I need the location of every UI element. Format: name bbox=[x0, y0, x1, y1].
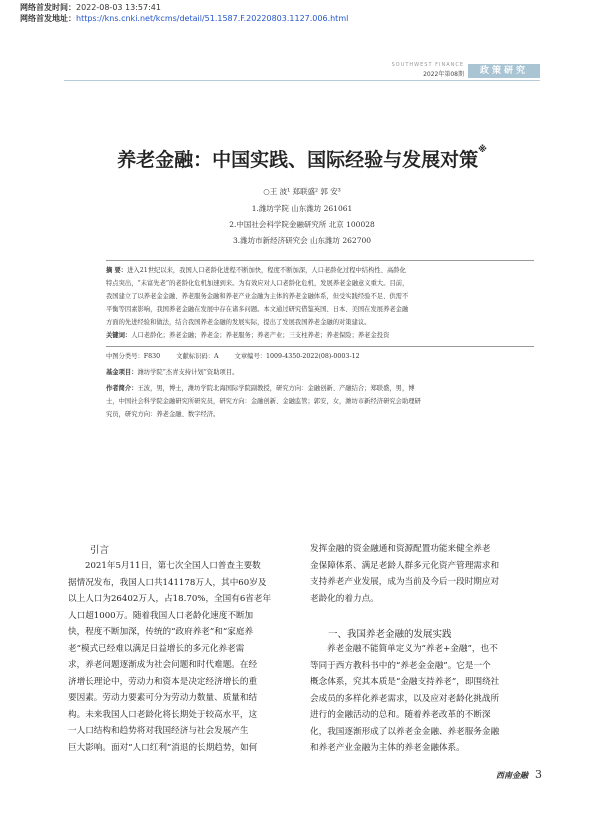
body-line: 老龄化的着力点。 bbox=[310, 593, 379, 604]
doc-code-label: 文献标识码： bbox=[176, 353, 214, 360]
body-line: 构。未来我国人口老龄化将长期处于较高水平，这 bbox=[68, 709, 258, 720]
fund-label: 基金项目： bbox=[106, 369, 138, 376]
classification bbox=[106, 350, 534, 363]
article-no-label: 文章编号： bbox=[234, 353, 267, 360]
keywords-text: 人口老龄化；养老金融；养老金；养老服务；养老产业；三支柱养老；养老保险；养老金投资 bbox=[131, 332, 390, 339]
body-line: 2021年5月11日，第七次全国人口普查主要数 bbox=[85, 561, 261, 571]
body-line: 人口超1000万。随着我国人口老龄化速度不断加 bbox=[68, 610, 254, 621]
abstract-text-2: 特点突出，“未富先老”的老龄化危机加速到来。为有效应对人口老龄化危机，发展养老金融意义重大。目前， bbox=[106, 280, 409, 287]
keywords-label: 关键词： bbox=[106, 332, 132, 339]
body-line: 和养老产业金融为主体的养老金融体系。 bbox=[310, 743, 465, 753]
bio-text-1: 王波，男，博士，潍坊学院北海国际学院副教授，研究方向：金融创新、产融结合；郑联盛，男，博 bbox=[137, 385, 415, 392]
abstract bbox=[106, 264, 534, 342]
abstract-text-3: 我国建立了以养老金金融、养老服务金融和养老产业金融为主体的养老金融体系，但受实践经验不足、供需不 bbox=[106, 293, 409, 300]
affiliation-3: 3.潍坊市新经济研究会 山东潍坊 262700 bbox=[232, 236, 372, 245]
journal-issue: 2022年第08期 bbox=[423, 71, 464, 78]
body-line: 支持养老产业发展，成为当前及今后一段时期应对 bbox=[310, 577, 500, 587]
right-column-bottom bbox=[310, 641, 540, 757]
body-line: 等同于西方教科书中的“养老金金融”。它是一个 bbox=[310, 660, 491, 671]
body-line: 巨大影响。面对“人口红利”消退的长期趋势，如何 bbox=[68, 742, 258, 753]
body-line: 会成员的多样化养老需求，以及应对老龄化挑战所 bbox=[310, 693, 500, 704]
footer-journal: 西南金融 bbox=[496, 770, 528, 780]
abstract-text-5: 方面的先进经验和做法，结合我国养老金融的发展实际，提出了发展我国养老金融的对策建议。 bbox=[106, 319, 371, 326]
first-pub-url-link[interactable]: https://kns.cnki.net/kcms/detail/51.1587.F.20220803.1127.006.html bbox=[76, 14, 349, 23]
body-line: 求，养老问题逐渐成为社会问题和时代难题。在经 bbox=[68, 660, 258, 670]
body-line: 金保障体系、满足老龄人群多元化资产管理需求和 bbox=[310, 560, 500, 571]
journal-banner bbox=[392, 62, 464, 78]
bio-text-2: 士，中国社会科学院金融研究所研究员，研究方向：金融创新、金融监管；郭安，女，潍坊市新经济研究会助理研 bbox=[106, 398, 421, 405]
intro-heading: 引言 bbox=[90, 545, 110, 556]
journal-name-en: SOUTHWEST FINANCE bbox=[391, 62, 464, 68]
left-column bbox=[68, 558, 304, 756]
body-line: 发挥金融的资金融通和资源配置功能来健全养老 bbox=[310, 544, 491, 554]
article-no-value: 1009-4350-2022(08)-0003-12 bbox=[266, 353, 360, 360]
body-line: 老”模式已经难以满足日益增长的多元化养老需 bbox=[68, 643, 245, 654]
abstract-top-rule bbox=[106, 260, 534, 261]
body-line: 概念体系，究其本质是“金融支持养老”，即围绕社 bbox=[310, 677, 500, 687]
body-line: 养老金融不能简单定义为“养老+金融”，也不 bbox=[327, 644, 498, 654]
first-pub-url bbox=[20, 14, 348, 24]
abstract-label: 摘 要： bbox=[106, 267, 128, 274]
body-line: 一人口结构和趋势将对我国经济与社会发展产生 bbox=[68, 726, 249, 736]
section-badge: 政策研究 bbox=[468, 64, 540, 78]
authors: ○王 波¹ 郑联盛² 郭 安³ bbox=[263, 187, 341, 196]
first-pub-url-label: 网络首发地址： bbox=[20, 14, 76, 23]
bio-label: 作者简介： bbox=[106, 385, 138, 392]
body-line: 要因素。劳动力要素可分为劳动力数量、质量和结 bbox=[68, 693, 258, 703]
doc-code-value: A bbox=[213, 353, 219, 360]
page-number: 3 bbox=[535, 768, 542, 781]
first-pub-time-label: 网络首发时间： bbox=[20, 3, 76, 12]
abstract-text-1: 进入21世纪以来，我国人口老龄化进程不断加快，程度不断加深，人口老龄化过程中结构性、高龄化 bbox=[127, 267, 406, 274]
body-line: 以上人口为26402万人，占18.70%，全国有6省老年 bbox=[68, 594, 272, 604]
title-footnote-mark: ※ bbox=[478, 145, 487, 155]
banner-divider bbox=[64, 80, 540, 81]
bio-line-1 bbox=[106, 382, 534, 395]
section-1-heading: 一、我国养老金融的发展实践 bbox=[328, 629, 452, 640]
clc-label: 中图分类号： bbox=[106, 353, 144, 360]
abstract-line bbox=[106, 264, 534, 277]
paper-title bbox=[0, 145, 604, 172]
first-pub-time bbox=[20, 3, 161, 13]
author-bio bbox=[106, 382, 534, 421]
clc-value: F830 bbox=[143, 353, 161, 360]
body-line: 据情况发布，我国人口共141178万人，其中60岁及 bbox=[68, 577, 267, 588]
abstract-text-4: 平衡等因素影响，我国养老金融在发展中存在诸多问题。本文通过研究借鉴英国、日本、美国在发展养老金融 bbox=[106, 306, 409, 313]
body-line: 化，我国逐渐形成了以养老金金融、养老服务金融 bbox=[310, 726, 500, 737]
affiliation-1: 1.潍坊学院 山东潍坊 261061 bbox=[251, 204, 353, 213]
fund bbox=[106, 366, 534, 379]
paper-title-text: 养老金融：中国实践、国际经验与发展对策 bbox=[117, 149, 479, 171]
right-column-top bbox=[310, 541, 540, 607]
abstract-bottom-rule bbox=[106, 346, 534, 347]
keywords bbox=[106, 329, 534, 342]
affiliation-2: 2.中国社会科学院金融研究所 北京 100028 bbox=[229, 220, 375, 229]
body-line: 快，程度不断加深，传统的“政府养老”和“家庭养 bbox=[68, 627, 254, 637]
first-pub-time-value: 2022-08-03 13:57:41 bbox=[76, 3, 161, 12]
bio-text-3: 究员，研究方向：养老金融、数字经济。 bbox=[106, 411, 220, 418]
body-line: 济增长理论中，劳动力和资本是决定经济增长的重 bbox=[68, 676, 258, 687]
body-line: 进行的金融活动的总和。随着养老改革的不断深 bbox=[310, 710, 491, 720]
fund-text: 潍坊学院“杰青支持计划”资助项目。 bbox=[137, 369, 239, 376]
